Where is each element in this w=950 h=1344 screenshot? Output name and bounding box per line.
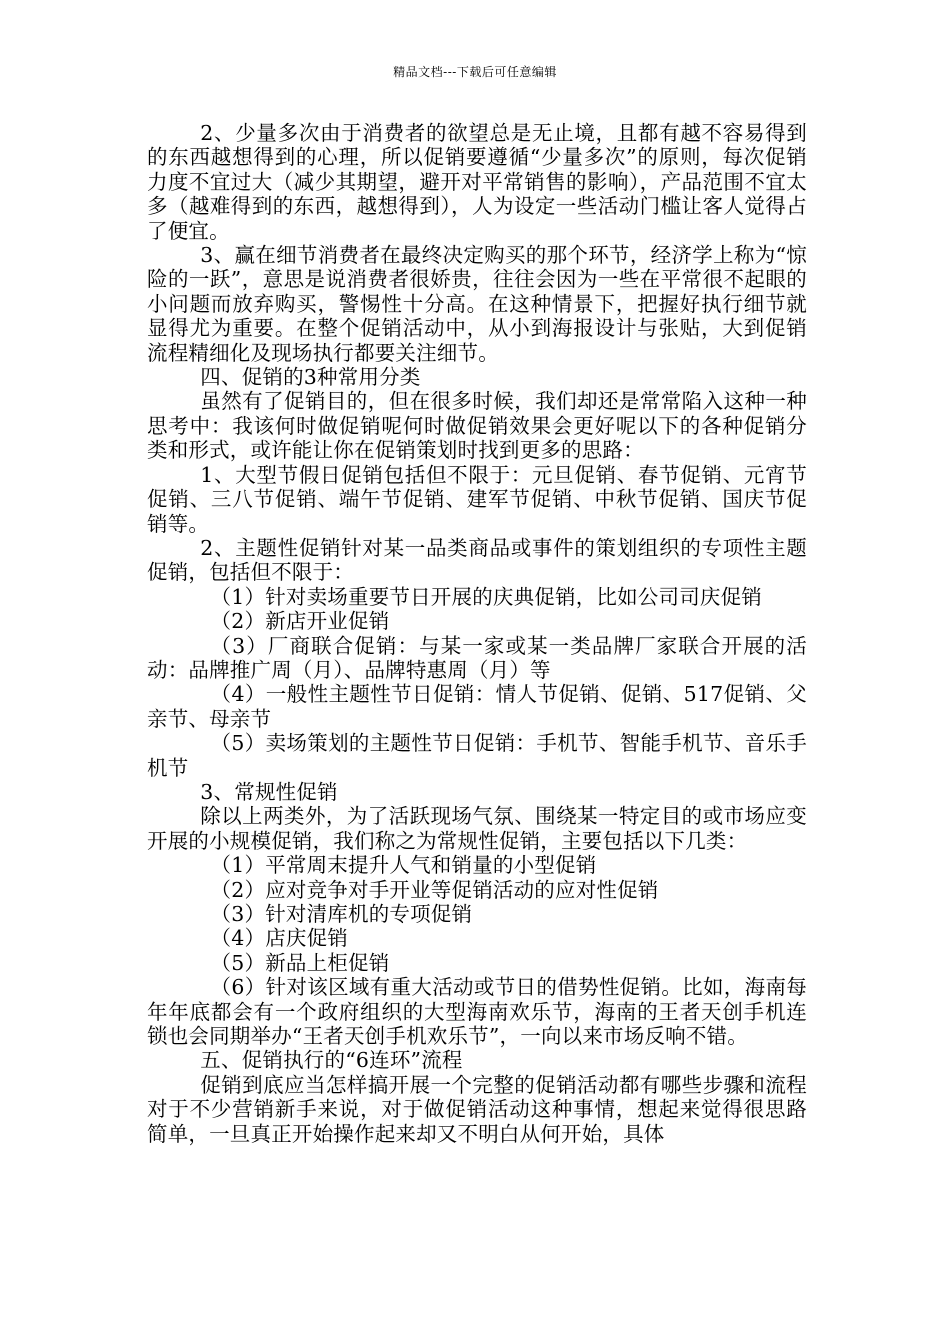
paragraph-process-intro: 促销到底应当怎样搞开展一个完整的促销活动都有哪些步骤和流程对于不少营销新手来说，对于做促销活动这种事情，想起来觉得很思路简单，一旦真正开始操作起来却又不明白从何开始，具体 — [147, 1072, 807, 1146]
list-item: （6）针对该区域有重大活动或节日的借势性促销。比如，海南每年年底都会有一个政府组织的大型海南欢乐节，海南的王者天创手机连锁也会同期举办“王者天创手机欢乐节”，一向以来市场反响不错。 — [147, 975, 807, 1049]
document-body — [147, 121, 807, 1146]
list-item: （4）一般性主题性节日促销：情人节促销、促销、517促销、父亲节、母亲节 — [147, 682, 807, 731]
list-item: （2）新店开业促销 — [210, 609, 390, 634]
paragraph-regular-promo: 3、常规性促销 — [200, 779, 338, 804]
section-heading-5: 五、促销执行的“6连环”流程 — [200, 1048, 463, 1073]
list-item: （5）卖场策划的主题性节日促销：手机节、智能手机节、音乐手机节 — [147, 731, 807, 780]
list-item: （3）厂商联合促销：与某一家或某一类品牌厂家联合开展的活动：品牌推广周（月）、品牌特惠周（月）等 — [147, 633, 807, 682]
list-item: （1）平常周末提升人气和销量的小型促销 — [210, 853, 597, 878]
paragraph-regular-desc: 除以上两类外，为了活跃现场气氛、围绕某一特定目的或市场应变开展的小规模促销，我们称之为常规性促销，主要包括以下几类： — [147, 804, 807, 853]
list-item: （1）针对卖场重要节日开展的庆典促销，比如公司司庆促销 — [210, 584, 762, 609]
paragraph-principle-3: 3、赢在细节消费者在最终决定购买的那个环节，经济学上称为“惊险的一跃”，意思是说消费者很娇贵，往往会因为一些在平常很不起眼的小问题而放弃购买，警惕性十分高。在这种情景下，把握好执行细节就显得尤为重要。在整个促销活动中，从小到海报设计与张贴，大到促销流程精细化及现场执行都要关注细节。 — [147, 243, 807, 365]
list-item: （2）应对竞争对手开业等促销活动的应对性促销 — [210, 877, 659, 902]
paragraph-holiday-promo: 1、大型节假日促销包括但不限于：元旦促销、春节促销、元宵节促销、三八节促销、端午节促销、建军节促销、中秋节促销、国庆节促销等。 — [147, 462, 807, 536]
list-item: （5）新品上柜促销 — [210, 950, 390, 975]
section-heading-4: 四、促销的3种常用分类 — [200, 365, 421, 390]
list-item: （4）店庆促销 — [210, 926, 348, 951]
paragraph-principle-2: 2、少量多次由于消费者的欲望总是无止境，且都有越不容易得到的东西越想得到的心理，所以促销要遵循“少量多次”的原则，每次促销力度不宜过大（减少其期望，避开对平常销售的影响），产品范围不宜太多（越难得到的东西，越想得到），人为设定一些活动门槛让客人觉得占了便宜。 — [147, 121, 807, 243]
page-header: 精品文档---下载后可任意编辑 — [393, 65, 557, 79]
paragraph-theme-promo: 2、主题性促销针对某一品类商品或事件的策划组织的专项性主题促销，包括但不限于： — [147, 535, 807, 585]
list-item: （3）针对清库机的专项促销 — [210, 902, 473, 926]
paragraph-intro: 虽然有了促销目的，但在很多时候，我们却还是常常陷入这种一种思考中：我该何时做促销呢何时做促销效果会更好呢以下的各种促销分类和形式，或许能让你在促销策划时找到更多的思路： — [147, 389, 807, 463]
